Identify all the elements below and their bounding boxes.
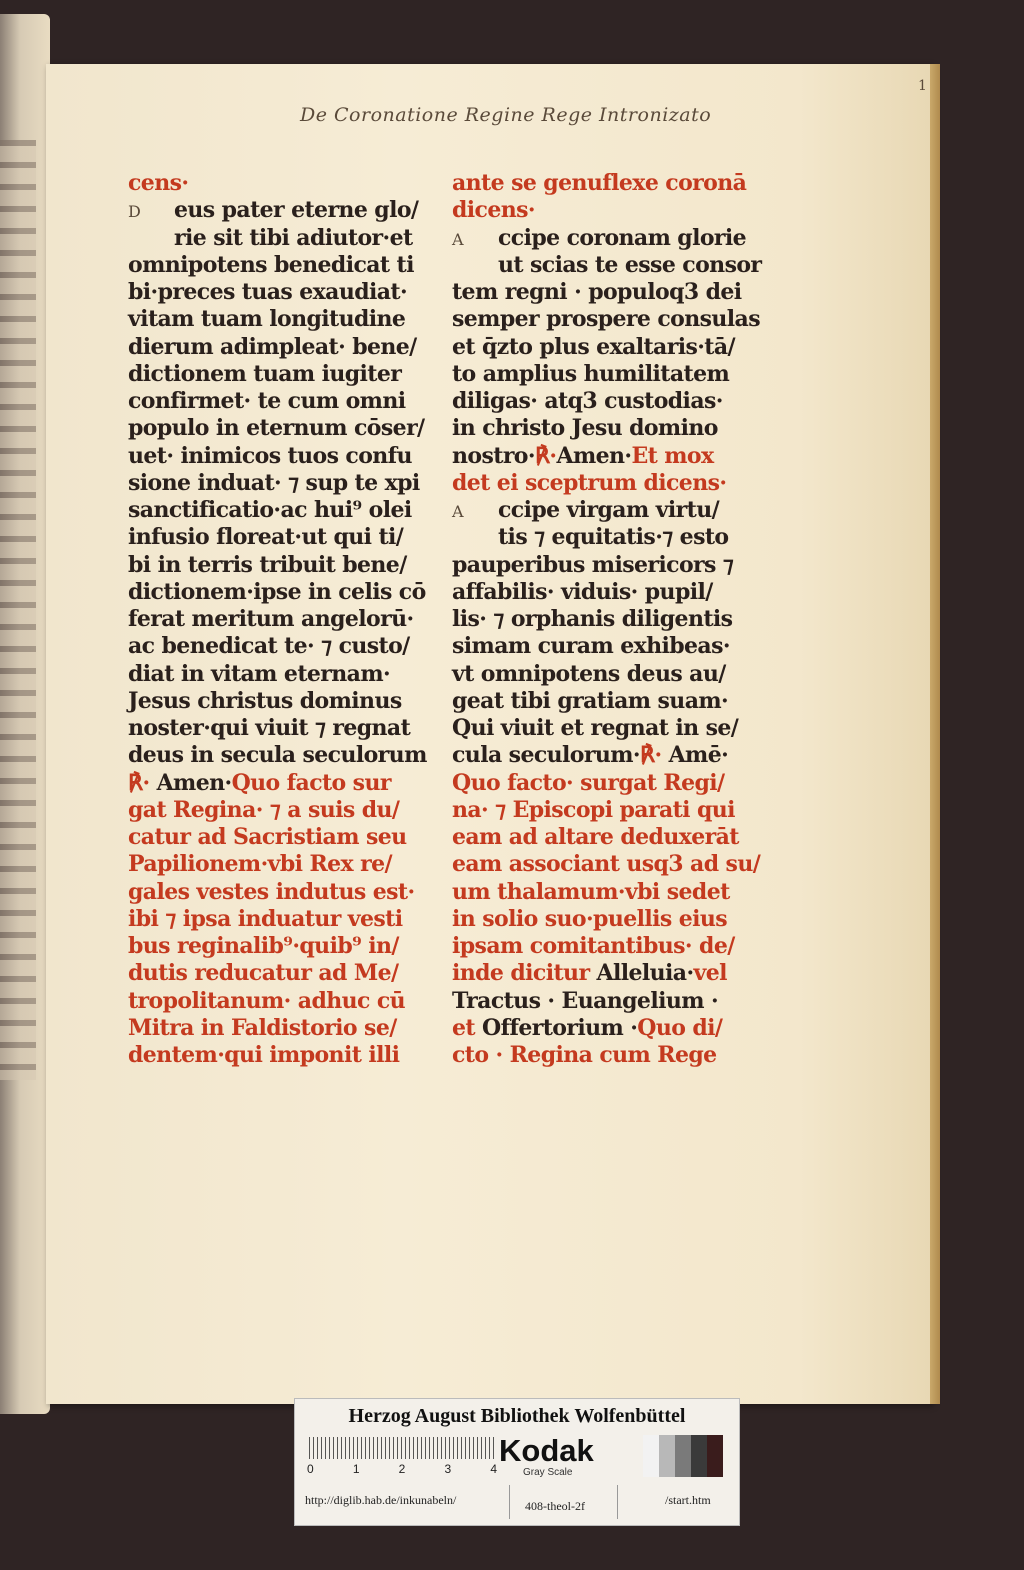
text-line: Mitra in Faldistorio se/: [128, 1014, 397, 1041]
text-line: pauperibus misericors ⁊: [452, 551, 734, 578]
text-line: A ccipe virgam virtu/: [452, 497, 732, 524]
text-line: catur ad Sacristiam seu: [128, 824, 407, 850]
ruler-number: 2: [398, 1462, 406, 1476]
text-line: rie sit tibi adiutor·et: [174, 224, 413, 251]
text-line: Quo facto· surgat Regi/: [452, 769, 725, 796]
text-line: det ei sceptrum dicens·: [452, 469, 727, 496]
text-line: vitam tuam longitudine: [128, 306, 406, 333]
text-line: tropolitanum· adhuc cū: [128, 987, 406, 1014]
text-line: nostro·℟·Amen·Et mox: [452, 442, 714, 469]
text-line: ferat meritum angelorū·: [128, 606, 414, 632]
right-text-column: [452, 170, 762, 1069]
gray-swatch: [675, 1435, 691, 1477]
text-line: Qui viuit et regnat in se/: [452, 715, 739, 741]
text-line: bi·preces tuas exaudiat·: [128, 279, 408, 305]
text-line: affabilis· viduis· pupil/: [452, 578, 713, 605]
text-line: ibi ⁊ ipsa induatur vesti: [128, 905, 403, 932]
gray-scale-caption: Gray Scale: [523, 1467, 573, 1478]
gray-swatch: [643, 1435, 659, 1477]
page-fore-edge: [930, 64, 940, 1404]
text-line: gales vestes indutus est·: [128, 878, 415, 905]
text-line: dictionem·ipse in celis cō: [128, 578, 426, 605]
text-line: ut scias te esse consor: [498, 251, 762, 278]
text-line: in christo Jesu domino: [452, 415, 718, 442]
text-line: simam curam exhibeas·: [452, 633, 730, 660]
left-text-column: [128, 170, 427, 1069]
text-line: inde dicitur Alleluia·vel: [452, 960, 727, 987]
text-line: ℟· Amen·Quo facto sur: [128, 769, 391, 796]
text-line: Tractus · Euangelium ·: [452, 987, 719, 1014]
text-line: infusio floreat·ut qui ti/: [128, 524, 404, 551]
facing-page-text-strip: [0, 140, 36, 1080]
text-line: gat Regina· ⁊ a suis du/: [128, 796, 400, 823]
text-line: omnipotens benedicat ti: [128, 251, 414, 278]
ruler-numbers: [307, 1462, 497, 1478]
text-line: geat tibi gratiam suam·: [452, 687, 729, 714]
text-line: ipsam comitantibus· de/: [452, 933, 735, 959]
text-line: eam associant usq3 ad su/: [452, 851, 761, 878]
ruler-number: 4: [490, 1462, 497, 1476]
text-line: bus reginalib⁹·quib⁹ in/: [128, 933, 399, 959]
text-line: populo in eternum cōser/: [128, 415, 425, 442]
ruler-number: 3: [444, 1462, 452, 1476]
text-line: sione induat· ⁊ sup te xpi: [128, 469, 420, 496]
ruler-number: 0: [307, 1462, 314, 1476]
gray-swatch: [691, 1435, 707, 1477]
gray-swatch: [659, 1435, 675, 1477]
text-line: Jesus christus dominus: [128, 687, 402, 714]
text-line: uet· inimicos tuos confu: [128, 442, 412, 469]
text-line: ante se genuflexe coronā: [452, 170, 747, 196]
text-line: diat in vitam eternam·: [128, 660, 391, 687]
library-name: Herzog August Bibliothek Wolfenbüttel: [348, 1405, 686, 1427]
gray-swatch: [707, 1435, 723, 1477]
shelfmark: 408-theol-2f: [525, 1499, 585, 1513]
text-line: to amplius humilitatem: [452, 360, 730, 387]
scale-ruler: [309, 1437, 495, 1459]
text-line: dierum adimpleat· bene/: [128, 333, 417, 360]
text-line: et Offertorium ·Quo di/: [452, 1014, 723, 1041]
text-line: dictionem tuam iugiter: [128, 360, 402, 387]
text-line: um thalamum·vbi sedet: [452, 878, 730, 905]
text-line: A ccipe coronam glorie: [452, 225, 732, 252]
text-line: ac benedicat te· ⁊ custo/: [128, 633, 410, 660]
text-line: cto · Regina cum Rege: [452, 1042, 717, 1068]
guide-letter: A: [452, 229, 463, 249]
text-line: deus in secula seculorum: [128, 742, 427, 769]
text-line: cula seculorum·℟· Amē·: [452, 742, 729, 769]
library-url[interactable]: http://diglib.hab.de/inkunabeln/: [305, 1493, 457, 1507]
start-link[interactable]: /start.htm: [665, 1493, 711, 1507]
folio-number: 1: [918, 78, 927, 94]
text-line: dentem·qui imponit illi: [128, 1042, 400, 1068]
text-line: bi in terris tribuit bene/: [128, 551, 407, 578]
text-line: noster·qui viuit ⁊ regnat: [128, 715, 411, 741]
text-line: cens·: [128, 170, 189, 196]
running-head: De Coronatione Regine Rege Intronizato: [300, 104, 712, 126]
text-line: dutis reducatur ad Me/: [128, 960, 399, 987]
text-line: tis ⁊ equitatis·⁊ esto: [498, 524, 729, 551]
library-label: [294, 1398, 740, 1526]
text-line: in solio suo·puellis eius: [452, 905, 728, 932]
kodak-logo: Kodak: [499, 1433, 594, 1468]
text-line: lis· ⁊ orphanis diligentis: [452, 606, 733, 632]
guide-letter: D: [128, 202, 141, 222]
text-line: et q̄zto plus exaltaris·tā/: [452, 333, 735, 360]
text-line: na· ⁊ Episcopi parati qui: [452, 796, 735, 823]
text-line: semper prospere consulas: [452, 306, 760, 333]
text-line: eam ad altare deduxerāt: [452, 824, 739, 850]
ruler-number: 1: [352, 1462, 360, 1476]
text-line: dicens·: [452, 197, 535, 224]
text-line: D eus pater eterne glo/: [128, 197, 408, 224]
guide-letter: A: [452, 502, 463, 521]
text-line: sanctificatio·ac hui⁹ olei: [128, 497, 412, 523]
text-line: Papilionem·vbi Rex re/: [128, 851, 392, 878]
text-line: diligas· atq3 custodias·: [452, 388, 723, 414]
text-line: vt omnipotens deus au/: [452, 660, 726, 687]
text-line: tem regni · populoq3 dei: [452, 279, 742, 305]
gray-scale-swatches: [643, 1435, 723, 1477]
text-line: confirmet· te cum omni: [128, 388, 406, 414]
